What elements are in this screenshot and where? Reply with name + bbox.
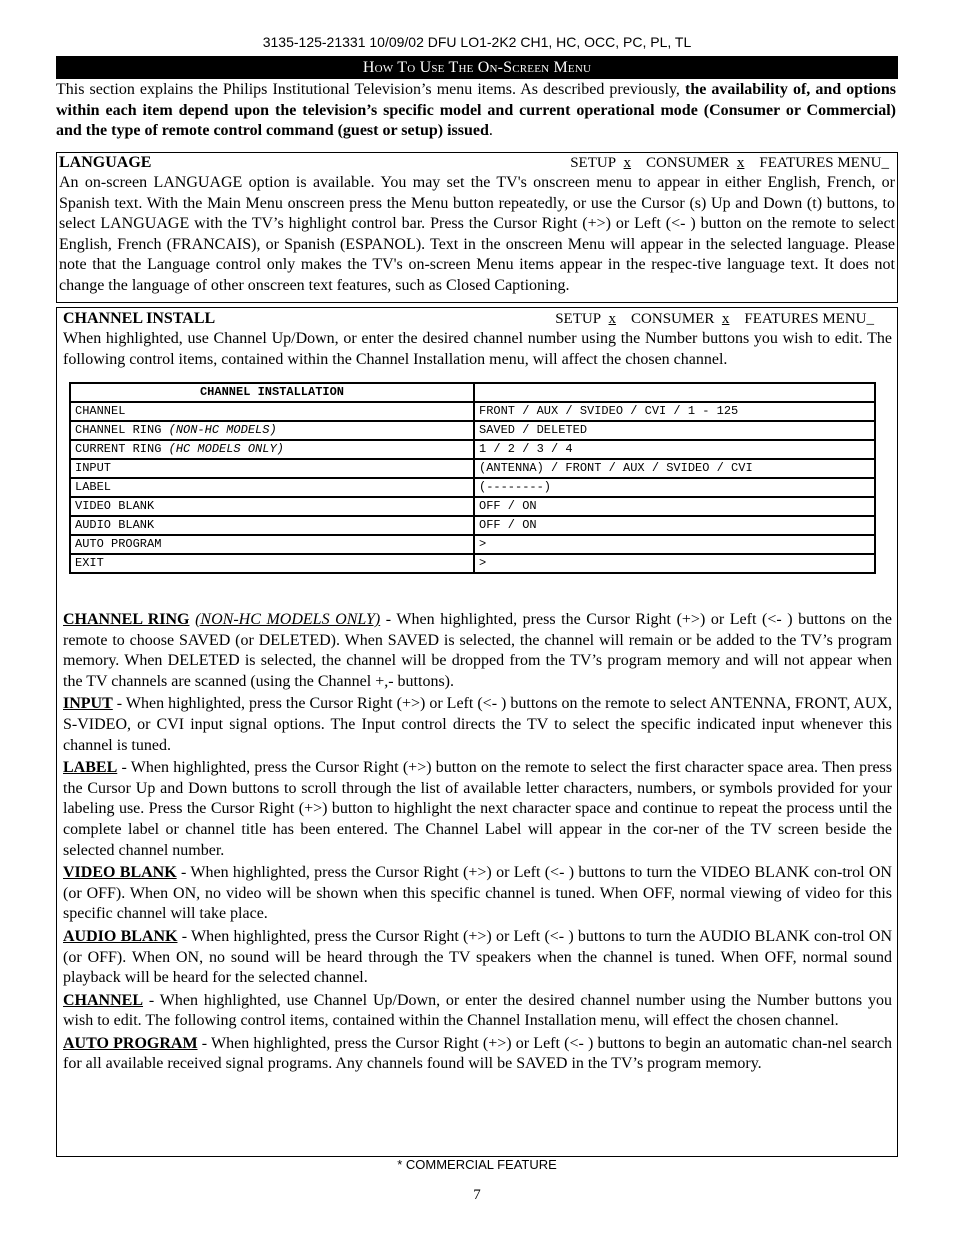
item-description bbox=[63, 927, 892, 989]
section-title-bar: How To Use The On-Screen Menu bbox=[56, 56, 898, 79]
features-menu-flag: FEATURES MENU_ bbox=[759, 155, 889, 171]
footnote: * COMMERCIAL FEATURE bbox=[397, 1157, 557, 1172]
consumer-flag-label: CONSUMER bbox=[646, 155, 730, 171]
menu-item-label: CURRENT RING bbox=[75, 442, 169, 456]
menu-item-options: > bbox=[474, 554, 875, 573]
setup-flag-mark: x bbox=[623, 155, 632, 171]
table-row bbox=[70, 478, 875, 497]
channel-installation-table bbox=[69, 382, 876, 574]
menu-item-label: LABEL bbox=[75, 480, 112, 494]
channel-install-title: CHANNEL INSTALL bbox=[63, 310, 216, 327]
menu-item-options: 1 / 2 / 3 / 4 bbox=[474, 440, 875, 459]
item-description bbox=[63, 758, 892, 861]
menu-item-note: (HC MODELS ONLY) bbox=[168, 442, 284, 456]
document-header: 3135-125-21331 10/09/02 DFU LO1-2K2 CH1, HC, OCC, PC, PL, TL bbox=[262, 34, 692, 50]
table-row bbox=[70, 554, 875, 573]
description-term: INPUT bbox=[63, 695, 113, 713]
description-text: - When highlighted, use Channel Up/Down, or enter the desired channel number using the Number buttons you wish to edit. The following control items, contained within the Channel Installation menu, will effect the chosen channel. bbox=[63, 991, 892, 1030]
channel-install-section bbox=[56, 307, 898, 1157]
table-row bbox=[70, 459, 875, 478]
table-row bbox=[70, 535, 875, 554]
intro-bold-text: the availability of, and options within each item depend upon the television’s specific model and current operational mode (Consumer or Commercial) and the type of remote control command (guest or setup) issued bbox=[56, 81, 897, 140]
item-description bbox=[63, 1034, 892, 1075]
item-description bbox=[63, 991, 892, 1032]
table-row bbox=[70, 421, 875, 440]
table-row bbox=[70, 516, 875, 535]
menu-item-options: FRONT / AUX / SVIDEO / CVI / 1 - 125 bbox=[474, 402, 875, 421]
item-description bbox=[63, 863, 892, 925]
description-term: AUDIO BLANK bbox=[63, 927, 178, 945]
table-body bbox=[70, 402, 875, 573]
description-text: - When highlighted, press the Cursor Right (+>) or Left (<- ) buttons to turn the VIDEO BLANK con-trol ON (or OFF). When ON, no video will be shown when this specific channel is tuned. When OFF, normal viewing of video for this specific channel will take place. bbox=[63, 864, 892, 923]
menu-item-label: CHANNEL RING bbox=[75, 423, 169, 437]
setup-flag-mark: x bbox=[608, 311, 617, 327]
description-text: - When highlighted, press the Cursor Right (+>) or Left (<- ) buttons on the remote to select ANTENNA, FRONT, AUX, S-VIDEO, or CVI input signal options. The Input control directs the TV to select the specific indicated input whenever this channel is tuned. bbox=[63, 695, 892, 754]
description-text: - When highlighted, press the Cursor Right (+>) button on the remote to select the first character space area. Then press the Cursor Up and Down buttons to scroll through the list of available letter characters, numbers, or symbols provided for your labeling use. Press the Cursor Right (+>) button to highlight the next character space and continue to repeat the process until the complete label or channel title has been entered. The Channel Label will appear in the cor-ner of the TV screen beside the selected channel number. bbox=[63, 759, 892, 859]
description-term: LABEL bbox=[63, 759, 118, 777]
language-mode-flags bbox=[570, 153, 889, 173]
menu-item-cell bbox=[70, 421, 474, 440]
consumer-flag-mark: x bbox=[736, 155, 745, 171]
menu-item-cell bbox=[70, 535, 474, 554]
language-title: LANGUAGE bbox=[59, 154, 152, 171]
description-term: CHANNEL bbox=[63, 991, 144, 1009]
table-row bbox=[70, 440, 875, 459]
consumer-flag-label: CONSUMER bbox=[631, 311, 715, 327]
language-description: An on-screen LANGUAGE option is available. You may set the TV's onscreen menu to appear in either English, French, or Spanish text. With the Main Menu onscreen press the Menu button repeatedly, or use the Cursor (s) Up and Down (t) buttons, to select LANGUAGE with the TV’s highlight control bar. Press the Cursor Right (+>) or Left (<- ) button on the remote to select English, French (FRANCAIS), or Spanish (ESPANOL). Text in the onscreen Menu will appear in the selected language. Please note that the Language control only makes the TV's on-screen Menu items appear in the respec-tive language text. It does not change the language of other onscreen text features, such as Closed Captioning. bbox=[59, 174, 895, 294]
description-term: CHANNEL RING bbox=[63, 611, 190, 628]
channel-install-mode-flags bbox=[555, 309, 874, 329]
menu-item-cell bbox=[70, 516, 474, 535]
menu-item-label: INPUT bbox=[75, 461, 112, 475]
description-text: - When highlighted, press the Cursor Right (+>) or Left (<- ) buttons to begin an automatic chan-nel search for all available received signal programs. Any channels found will be SAVED in the TV’s program memory. bbox=[63, 1034, 893, 1073]
page-number: 7 bbox=[473, 1187, 481, 1203]
menu-item-label: AUDIO BLANK bbox=[75, 518, 155, 532]
intro-end: . bbox=[488, 122, 493, 140]
table-header-row bbox=[70, 383, 875, 402]
menu-item-options: SAVED / DELETED bbox=[474, 421, 875, 440]
menu-item-cell bbox=[70, 554, 474, 573]
description-text: - When highlighted, press the Cursor Right (+>) or Left (<- ) buttons to turn the AUDIO BLANK con-trol ON (or OFF). When ON, no sound will be heard through the TV speakers when the channel is tuned. When OFF, normal sound playback will be heard for the selected channel. bbox=[63, 927, 893, 987]
table-header-cell: CHANNEL INSTALLATION bbox=[70, 383, 474, 402]
menu-item-label: AUTO PROGRAM bbox=[75, 537, 162, 551]
description-term: AUTO PROGRAM bbox=[63, 1034, 198, 1052]
menu-item-label: VIDEO BLANK bbox=[75, 499, 155, 513]
table-row bbox=[70, 402, 875, 421]
menu-item-options: > bbox=[474, 535, 875, 554]
description-text: - When highlighted, press the Cursor Right (+>) or Left (<- ) buttons on the remote to choose SAVED (or DELETED). When SAVED is selected, the channel will remain or be added to the TV’s program memory. When DELETED is selected, the channel will be dropped from the TV’s program memory and will not appear when the TV channels are scanned (using the Channel +,- buttons). bbox=[63, 611, 893, 690]
menu-item-cell bbox=[70, 402, 474, 421]
menu-item-options: (ANTENNA) / FRONT / AUX / SVIDEO / CVI bbox=[474, 459, 875, 478]
language-heading-row bbox=[59, 153, 895, 173]
setup-flag-label: SETUP bbox=[570, 155, 617, 171]
table-row bbox=[70, 497, 875, 516]
menu-item-label: EXIT bbox=[75, 556, 104, 570]
menu-item-cell bbox=[70, 478, 474, 497]
intro-paragraph bbox=[56, 80, 896, 142]
menu-item-note: (NON-HC MODELS) bbox=[168, 423, 277, 437]
menu-item-label: CHANNEL bbox=[75, 404, 126, 418]
item-descriptions bbox=[63, 610, 892, 1077]
menu-item-options: OFF / ON bbox=[474, 516, 875, 535]
menu-item-options: OFF / ON bbox=[474, 497, 875, 516]
channel-install-description: When highlighted, use Channel Up/Down, or enter the desired channel number using the Number buttons you wish to edit. The following control items, contained within the Channel Installation menu, will affect the chosen channel. bbox=[63, 330, 892, 368]
language-section bbox=[56, 152, 898, 303]
menu-item-cell bbox=[70, 459, 474, 478]
menu-item-cell bbox=[70, 440, 474, 459]
description-term: VIDEO BLANK bbox=[63, 864, 177, 882]
intro-text: This section explains the Philips Institutional Television’s menu items. As described previously, bbox=[56, 81, 686, 98]
item-description bbox=[63, 694, 892, 756]
description-note: (NON-HC MODELS ONLY) bbox=[195, 611, 381, 628]
features-menu-flag: FEATURES MENU_ bbox=[744, 311, 874, 327]
channel-install-heading-row bbox=[63, 309, 892, 329]
item-description bbox=[63, 610, 892, 692]
setup-flag-label: SETUP bbox=[555, 311, 602, 327]
menu-item-options: (--------) bbox=[474, 478, 875, 497]
menu-item-cell bbox=[70, 497, 474, 516]
consumer-flag-mark: x bbox=[721, 311, 730, 327]
table-header-cell bbox=[474, 383, 875, 402]
